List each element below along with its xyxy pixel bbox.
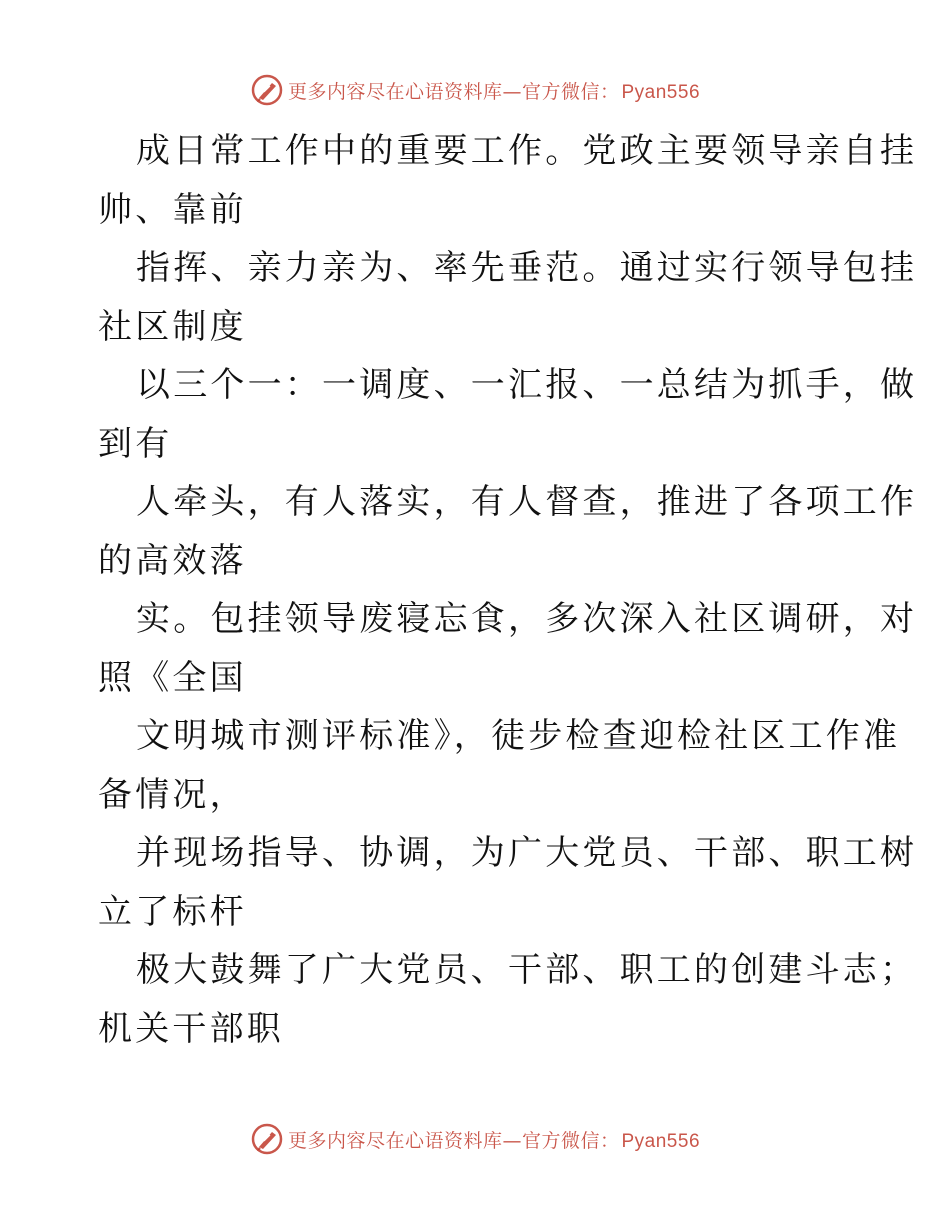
watermark-text: 更多内容尽在心语资料库—官方微信： Pyan556 — [287, 80, 701, 103]
paragraph-line: 帅、靠前 — [98, 189, 247, 230]
paragraph-line: 指挥、亲力亲为、率先垂范。通过实行领导包挂 — [136, 248, 918, 288]
paragraph-line: 社区制度 — [98, 306, 247, 347]
paragraph-line: 备情况， — [98, 774, 247, 815]
paragraph-line: 文明城市测评标准》，徒步检查迎检社区工作准 — [136, 716, 901, 756]
paragraph-line: 的高效落 — [98, 540, 247, 581]
quill-pen-logo-icon — [250, 73, 284, 107]
paragraph-line: 成日常工作中的重要工作。党政主要领导亲自挂 — [136, 131, 918, 171]
paragraph-line: 以三个一：一调度、一汇报、一总结为抓手，做 — [136, 365, 918, 405]
paragraph-line: 并现场指导、协调，为广大党员、干部、职工树 — [136, 833, 918, 873]
paragraph-line: 到有 — [98, 423, 173, 464]
header-watermark — [0, 70, 950, 110]
watermark-wechat-id: Pyan556 — [621, 81, 701, 103]
watermark-text: 更多内容尽在心语资料库—官方微信： Pyan556 — [287, 1129, 701, 1152]
paragraph-line: 照《全国 — [98, 657, 247, 698]
paragraph-line: 实。包挂领导废寝忘食，多次深入社区调研，对 — [136, 599, 918, 639]
paragraph-line: 人牵头，有人落实，有人督查，推进了各项工作 — [136, 482, 918, 522]
paragraph-line: 立了标杆 — [98, 891, 247, 932]
document-body — [98, 122, 918, 1058]
footer-watermark — [0, 1119, 950, 1159]
paragraph-line: 极大鼓舞了广大党员、干部、职工的创建斗志； — [136, 950, 918, 990]
watermark-wechat-id: Pyan556 — [621, 1130, 701, 1152]
paragraph-line: 机关干部职 — [98, 1008, 284, 1049]
quill-pen-logo-icon — [250, 1122, 284, 1156]
